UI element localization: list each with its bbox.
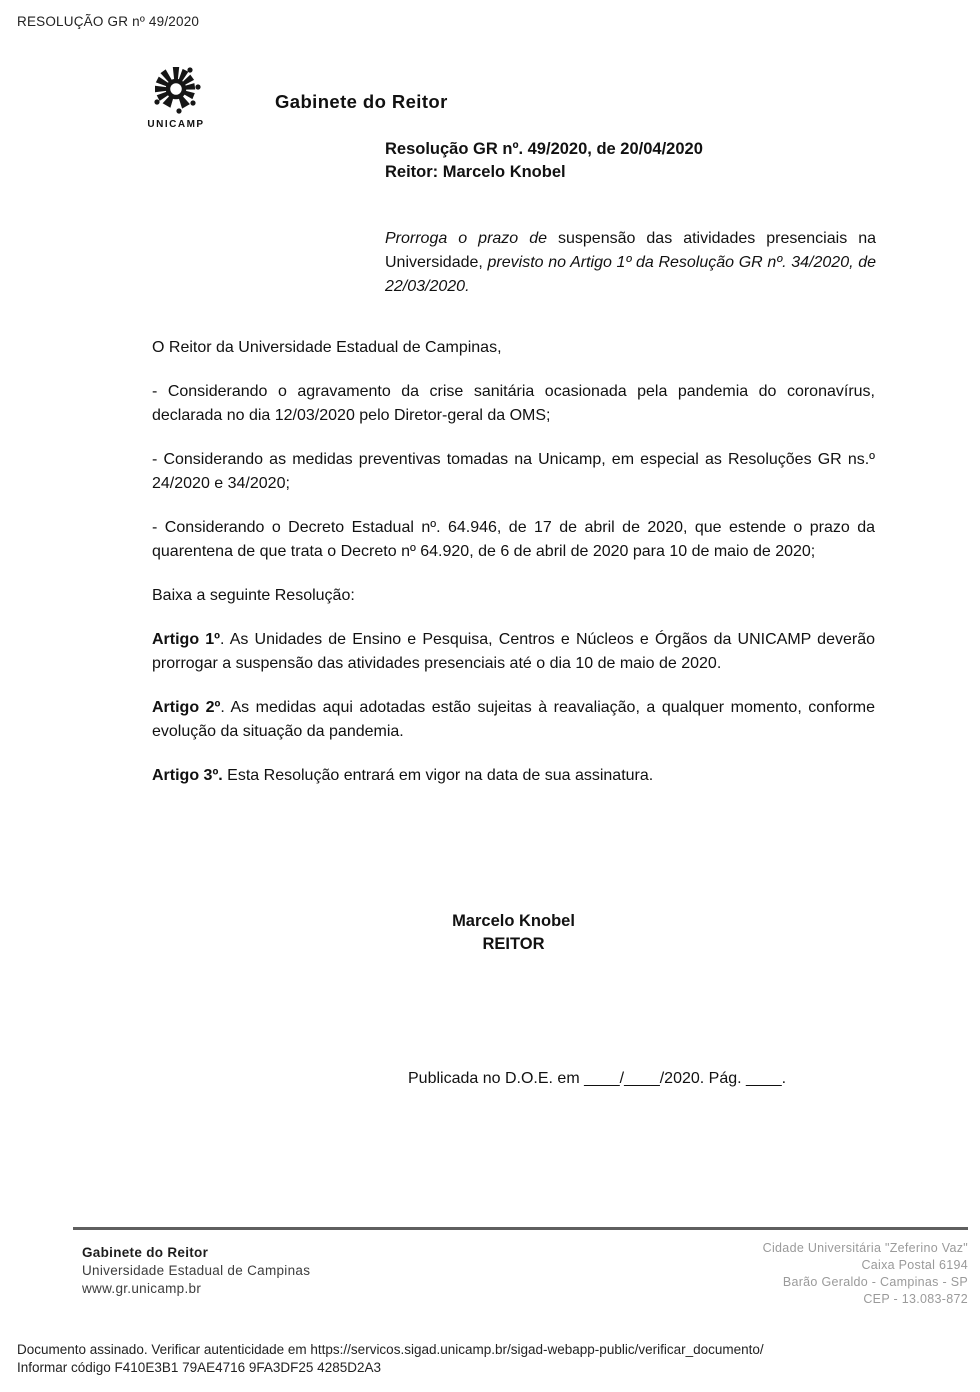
signer-role: REITOR [482,935,545,953]
office-title: Gabinete do Reitor [275,91,448,112]
enacting-line: Baixa a seguinte Resolução: [152,587,355,604]
verification-line1: Documento assinado. Verificar autenticidade em https://servicos.sigad.unicamp.br/sigad-webapp-public/verificar_documento/ [17,1342,764,1357]
article-text: Esta Resolução entrará em vigor na data de sua assinatura. [222,767,654,784]
consideration-paragraph: - Considerando as medidas preventivas tomadas na Unicamp, em especial as Resoluções GR ns.º 24/2020 e 34/2020; [152,451,875,492]
unicamp-logo-icon [141,64,211,118]
resolution-body [152,336,875,808]
resolution-title-line1: Resolução GR nº. 49/2020, de 20/04/2020 [385,140,703,158]
footer-website: www.gr.unicamp.br [82,1281,202,1296]
footer-address-line: Cidade Universitária "Zeferino Vaz" [762,1241,968,1255]
signer-name: Marcelo Knobel [452,912,575,930]
signature-block [152,910,875,956]
footer-address-line: CEP - 13.083-872 [863,1292,968,1306]
summary-italic-part1: Prorroga o prazo de [385,230,558,247]
footer-left [82,1244,310,1298]
document-reference: RESOLUÇÃO GR nº 49/2020 [17,14,200,29]
verification-block [17,1341,764,1376]
summary-normal-part: suspensão das atividades presenciais na Universidade, [385,230,876,271]
resolution-summary [385,227,876,299]
article-label: Artigo 2º [152,699,221,716]
resolution-title-line2: Reitor: Marcelo Knobel [385,163,566,181]
article-text: . As medidas aqui adotadas estão sujeitas à reavaliação, a qualquer momento, conforme evolução da situação da pandemia. [152,699,875,740]
article-paragraph [152,628,875,676]
article-text: . As Unidades de Ensino e Pesquisa, Centros e Núcleos e Órgãos da UNICAMP deverão prorrogar a suspensão das atividades presenciais até o dia 10 de maio de 2020. [152,631,875,672]
article-label: Artigo 1º [152,631,220,648]
footer-address-line: Caixa Postal 6194 [861,1258,968,1272]
article-paragraph [152,764,875,788]
verification-line2: Informar código F410E3B1 79AE4716 9FA3DF25 4285D2A3 [17,1359,381,1375]
opening-line: O Reitor da Universidade Estadual de Campinas, [152,339,502,356]
footer-right [763,1240,968,1308]
article-paragraph [152,696,875,744]
footer-address-line: Barão Geraldo - Campinas - SP [782,1275,968,1289]
publication-line: Publicada no D.O.E. em ____/____/2020. Pág. ____. [408,1070,787,1087]
resolution-header [385,138,876,299]
footer-divider [73,1227,968,1230]
consideration-paragraph: - Considerando o agravamento da crise sanitária ocasionada pela pandemia do coronavírus, declarada no dia 12/03/2020 pelo Diretor-geral da OMS; [152,383,875,424]
unicamp-logo [141,64,211,130]
footer-office: Gabinete do Reitor [82,1245,209,1260]
unicamp-logo-label: UNICAMP [147,119,205,130]
consideration-paragraph: - Considerando o Decreto Estadual nº. 64.946, de 17 de abril de 2020, que estende o prazo da quarentena de que trata o Decreto nº 64.920, de 6 de abril de 2020 para 10 de maio de 2020; [152,519,875,560]
article-label: Artigo 3º. [152,767,223,784]
footer-university: Universidade Estadual de Campinas [82,1263,311,1278]
summary-italic-part2: previsto no Artigo 1º da Resolução GR nº. 34/2020, de 22/03/2020. [385,254,877,295]
